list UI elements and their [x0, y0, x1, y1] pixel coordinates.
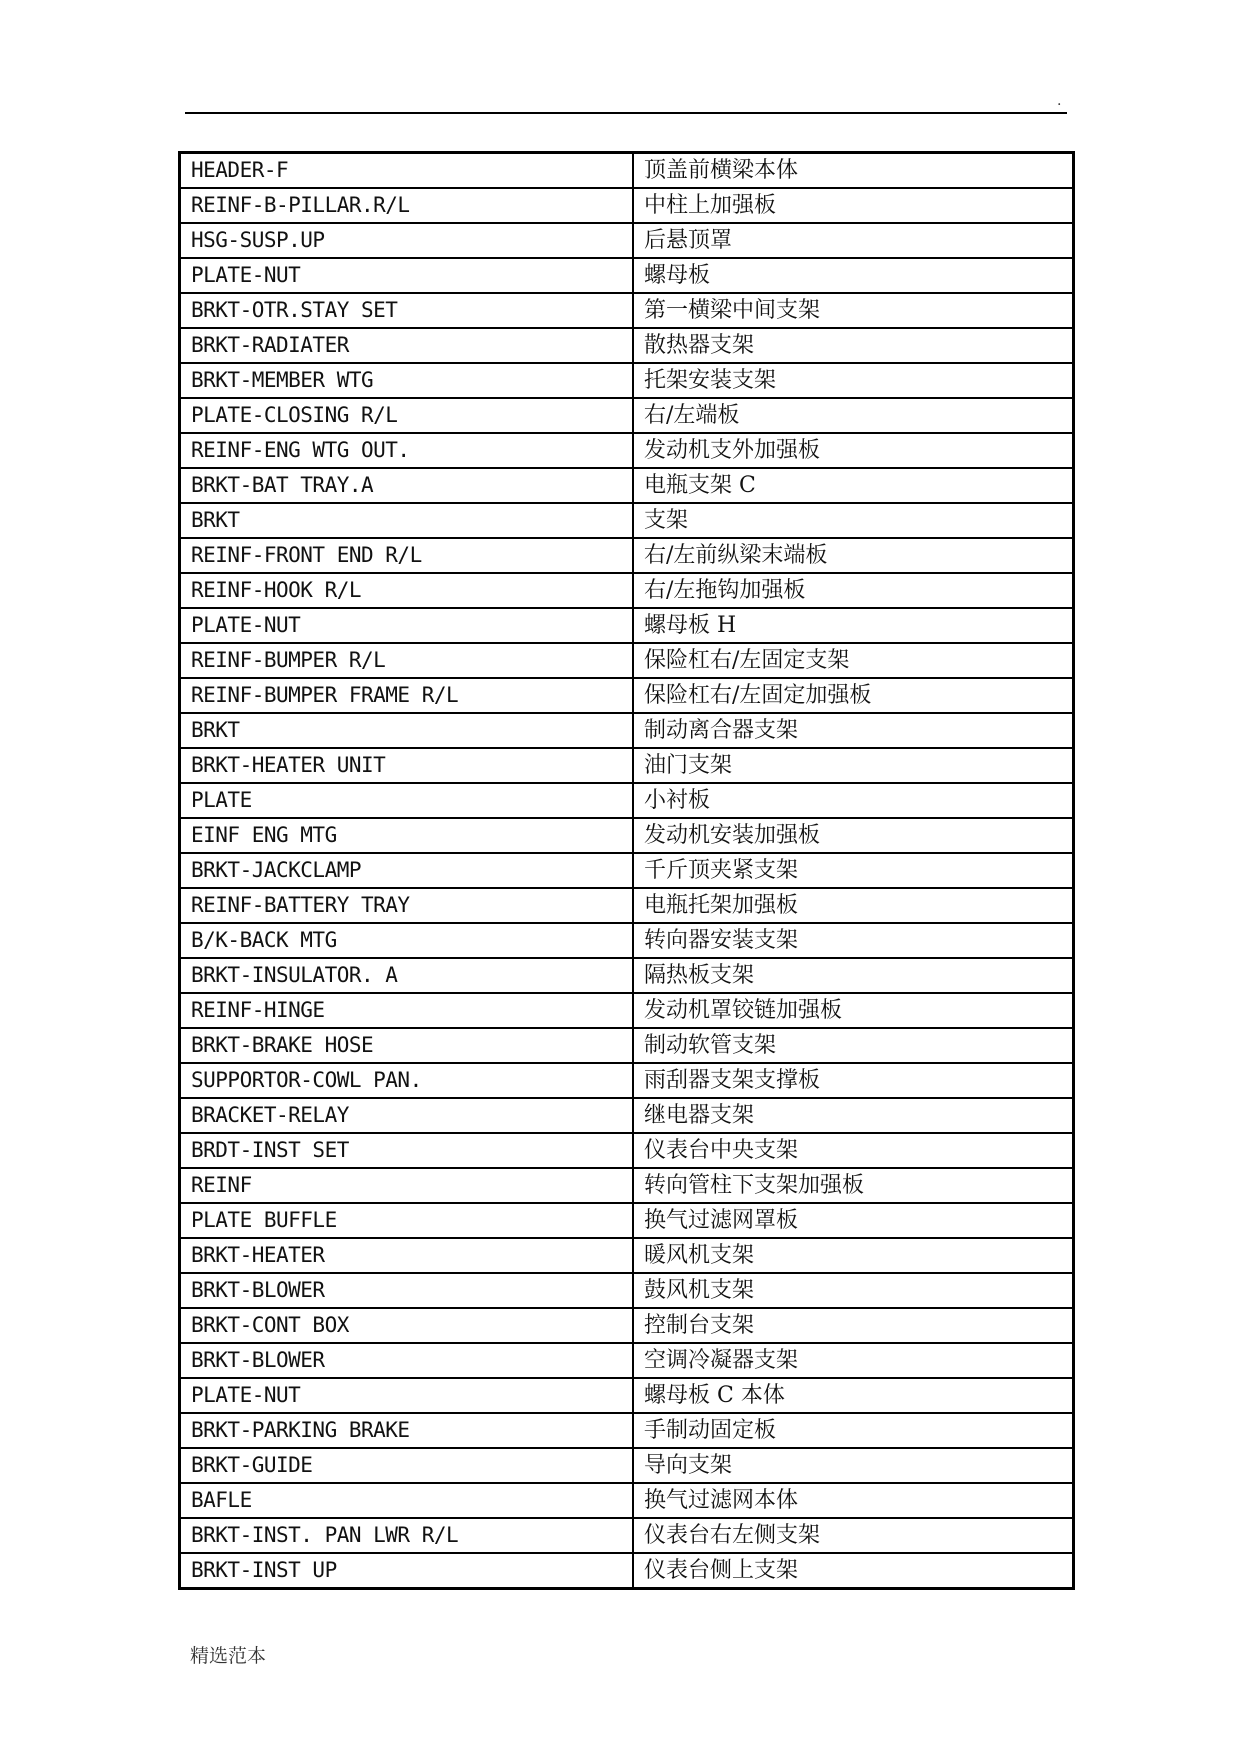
part-name-cell: 第一横梁中间支架: [633, 293, 1074, 328]
part-code-cell: BRKT-MEMBER WTG: [180, 363, 634, 398]
part-name-cell: 保险杠右/左固定支架: [633, 643, 1074, 678]
footer-text: 精选范本: [190, 1645, 267, 1667]
part-name-cell: 电瓶支架 C: [633, 468, 1074, 503]
table-row: [180, 153, 1074, 189]
table-row: [180, 643, 1074, 678]
part-name-cell: 换气过滤网本体: [633, 1483, 1074, 1518]
part-name-cell: 隔热板支架: [633, 958, 1074, 993]
part-name-cell: 仪表台中央支架: [633, 1133, 1074, 1168]
part-code-cell: BRKT-BLOWER: [180, 1343, 634, 1378]
part-code-cell: REINF: [180, 1168, 634, 1203]
part-name-cell: 螺母板 H: [633, 608, 1074, 643]
part-name-cell: 鼓风机支架: [633, 1273, 1074, 1308]
parts-table: [178, 151, 1075, 1590]
part-code-cell: BRKT-INST UP: [180, 1553, 634, 1589]
part-code-cell: PLATE BUFFLE: [180, 1203, 634, 1238]
table-row: [180, 1413, 1074, 1448]
table-row: [180, 468, 1074, 503]
part-name-cell: 油门支架: [633, 748, 1074, 783]
part-name-cell: 螺母板: [633, 258, 1074, 293]
table-row: [180, 1168, 1074, 1203]
table-row: [180, 1098, 1074, 1133]
part-code-cell: BRKT-CONT BOX: [180, 1308, 634, 1343]
table-row: [180, 293, 1074, 328]
table-row: [180, 608, 1074, 643]
part-code-cell: BRKT-INSULATOR. A: [180, 958, 634, 993]
part-code-cell: REINF-B-PILLAR.R/L: [180, 188, 634, 223]
part-name-cell: 导向支架: [633, 1448, 1074, 1483]
part-code-cell: REINF-BATTERY TRAY: [180, 888, 634, 923]
part-code-cell: BRKT-BLOWER: [180, 1273, 634, 1308]
part-code-cell: PLATE-NUT: [180, 258, 634, 293]
table-row: [180, 538, 1074, 573]
header-rule: [185, 112, 1067, 114]
part-code-cell: BAFLE: [180, 1483, 634, 1518]
part-code-cell: REINF-ENG WTG OUT.: [180, 433, 634, 468]
parts-table-body: [180, 153, 1074, 1589]
part-code-cell: REINF-HINGE: [180, 993, 634, 1028]
part-name-cell: 转向器安装支架: [633, 923, 1074, 958]
table-row: [180, 923, 1074, 958]
table-row: [180, 1273, 1074, 1308]
part-name-cell: 空调冷凝器支架: [633, 1343, 1074, 1378]
part-name-cell: 雨刮器支架支撑板: [633, 1063, 1074, 1098]
part-name-cell: 仪表台右左侧支架: [633, 1518, 1074, 1553]
table-row: [180, 818, 1074, 853]
table-row: [180, 398, 1074, 433]
part-code-cell: BRKT-HEATER: [180, 1238, 634, 1273]
part-code-cell: SUPPORTOR-COWL PAN.: [180, 1063, 634, 1098]
part-name-cell: 发动机安装加强板: [633, 818, 1074, 853]
table-row: [180, 1238, 1074, 1273]
part-name-cell: 后悬顶罩: [633, 223, 1074, 258]
table-row: [180, 1203, 1074, 1238]
part-name-cell: 千斤顶夹紧支架: [633, 853, 1074, 888]
part-code-cell: BRKT-PARKING BRAKE: [180, 1413, 634, 1448]
part-code-cell: BRKT-INST. PAN LWR R/L: [180, 1518, 634, 1553]
table-row: [180, 678, 1074, 713]
part-name-cell: 小衬板: [633, 783, 1074, 818]
part-name-cell: 保险杠右/左固定加强板: [633, 678, 1074, 713]
table-row: [180, 748, 1074, 783]
part-code-cell: REINF-BUMPER FRAME R/L: [180, 678, 634, 713]
table-row: [180, 1378, 1074, 1413]
part-code-cell: PLATE-NUT: [180, 1378, 634, 1413]
part-name-cell: 中柱上加强板: [633, 188, 1074, 223]
part-name-cell: 暖风机支架: [633, 1238, 1074, 1273]
table-row: [180, 1308, 1074, 1343]
part-code-cell: HEADER-F: [180, 153, 634, 189]
table-row: [180, 503, 1074, 538]
part-name-cell: 散热器支架: [633, 328, 1074, 363]
part-name-cell: 继电器支架: [633, 1098, 1074, 1133]
part-name-cell: 右/左端板: [633, 398, 1074, 433]
part-name-cell: 螺母板 C 本体: [633, 1378, 1074, 1413]
part-code-cell: REINF-BUMPER R/L: [180, 643, 634, 678]
part-code-cell: BRKT: [180, 503, 634, 538]
part-code-cell: PLATE-NUT: [180, 608, 634, 643]
part-name-cell: 发动机支外加强板: [633, 433, 1074, 468]
table-row: [180, 1343, 1074, 1378]
table-row: [180, 573, 1074, 608]
part-name-cell: 右/左拖钩加强板: [633, 573, 1074, 608]
part-code-cell: B/K-BACK MTG: [180, 923, 634, 958]
table-row: [180, 713, 1074, 748]
part-name-cell: 换气过滤网罩板: [633, 1203, 1074, 1238]
header-mark: .: [1057, 93, 1062, 109]
part-code-cell: REINF-FRONT END R/L: [180, 538, 634, 573]
part-name-cell: 发动机罩铰链加强板: [633, 993, 1074, 1028]
part-name-cell: 顶盖前横梁本体: [633, 153, 1074, 189]
part-code-cell: BRKT-BAT TRAY.A: [180, 468, 634, 503]
table-row: [180, 1063, 1074, 1098]
table-row: [180, 958, 1074, 993]
part-code-cell: PLATE: [180, 783, 634, 818]
part-code-cell: BRKT-HEATER UNIT: [180, 748, 634, 783]
part-code-cell: BRKT-BRAKE HOSE: [180, 1028, 634, 1063]
part-name-cell: 制动离合器支架: [633, 713, 1074, 748]
part-name-cell: 支架: [633, 503, 1074, 538]
table-row: [180, 1483, 1074, 1518]
part-code-cell: REINF-HOOK R/L: [180, 573, 634, 608]
table-row: [180, 1518, 1074, 1553]
part-name-cell: 控制台支架: [633, 1308, 1074, 1343]
part-code-cell: BRKT-GUIDE: [180, 1448, 634, 1483]
part-code-cell: BRKT-JACKCLAMP: [180, 853, 634, 888]
part-name-cell: 仪表台侧上支架: [633, 1553, 1074, 1589]
part-code-cell: BRACKET-RELAY: [180, 1098, 634, 1133]
part-name-cell: 右/左前纵梁末端板: [633, 538, 1074, 573]
table-row: [180, 993, 1074, 1028]
part-code-cell: BRKT-RADIATER: [180, 328, 634, 363]
part-name-cell: 制动软管支架: [633, 1028, 1074, 1063]
table-row: [180, 888, 1074, 923]
part-code-cell: EINF ENG MTG: [180, 818, 634, 853]
part-name-cell: 手制动固定板: [633, 1413, 1074, 1448]
table-row: [180, 1133, 1074, 1168]
table-row: [180, 853, 1074, 888]
part-code-cell: PLATE-CLOSING R/L: [180, 398, 634, 433]
part-code-cell: BRKT: [180, 713, 634, 748]
table-row: [180, 1553, 1074, 1589]
table-row: [180, 1028, 1074, 1063]
table-row: [180, 223, 1074, 258]
table-row: [180, 433, 1074, 468]
table-row: [180, 188, 1074, 223]
part-code-cell: HSG-SUSP.UP: [180, 223, 634, 258]
table-row: [180, 363, 1074, 398]
part-code-cell: BRDT-INST SET: [180, 1133, 634, 1168]
table-row: [180, 1448, 1074, 1483]
table-row: [180, 783, 1074, 818]
part-code-cell: BRKT-OTR.STAY SET: [180, 293, 634, 328]
part-name-cell: 托架安装支架: [633, 363, 1074, 398]
part-name-cell: 转向管柱下支架加强板: [633, 1168, 1074, 1203]
part-name-cell: 电瓶托架加强板: [633, 888, 1074, 923]
table-row: [180, 328, 1074, 363]
table-row: [180, 258, 1074, 293]
